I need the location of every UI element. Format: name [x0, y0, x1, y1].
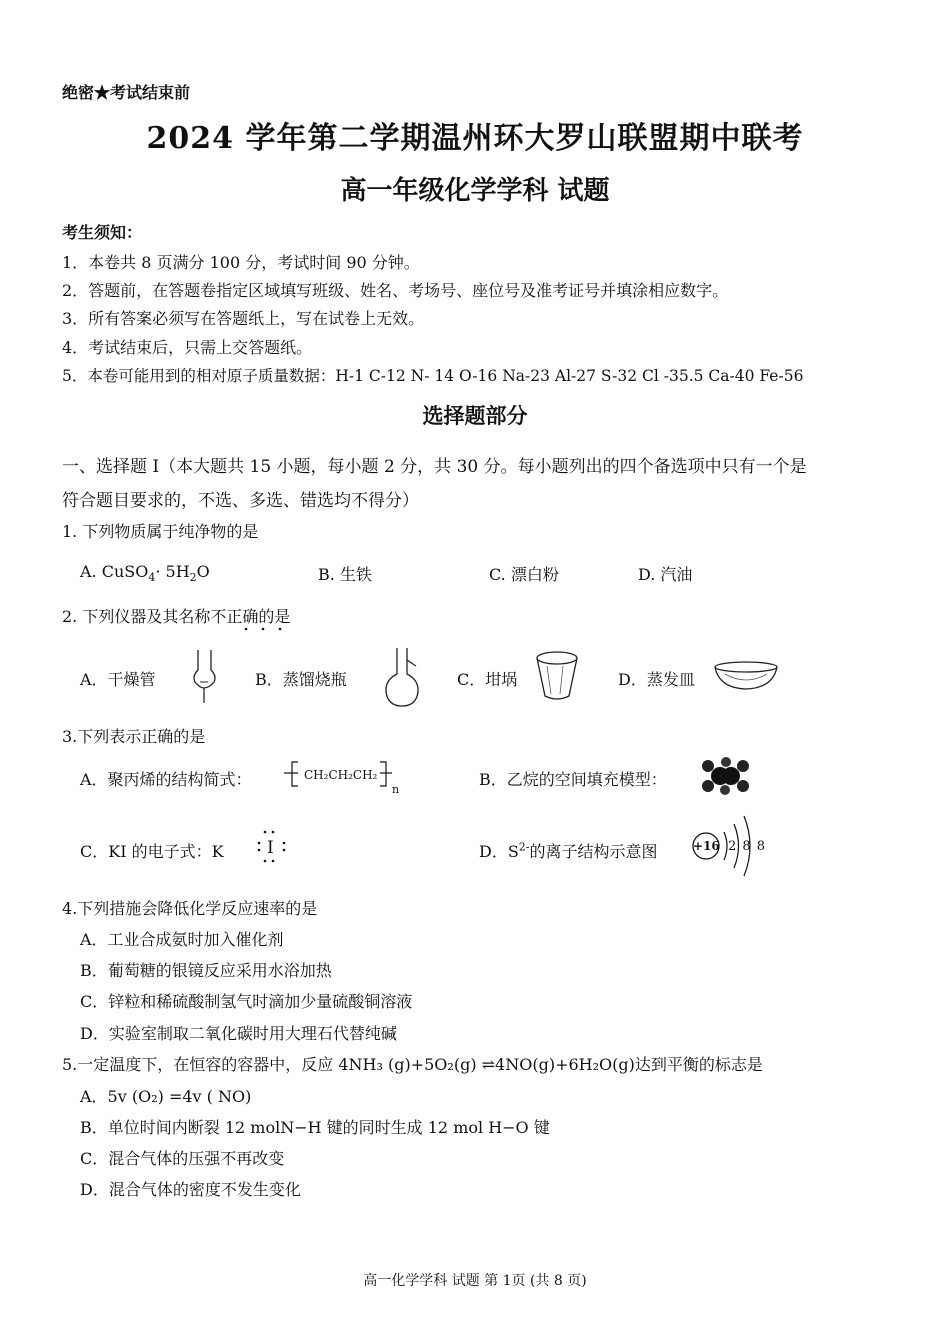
electron-dots	[256, 828, 288, 866]
section-title: 选择题部分	[422, 403, 528, 428]
q5-option-a: A．5v (O₂) =4v ( NO)	[80, 1087, 252, 1106]
exam-title: 2024 学年第二学期温州环大罗山联盟期中联考	[146, 121, 804, 156]
section-intro: 一、选择题 I（本大题共 15 小题，每小题 2 分，共 30 分。每小题列出的四个备选项中只有一个是	[62, 457, 807, 477]
q1-option-b: B. 生铁	[318, 565, 372, 584]
ethane-model-icon	[700, 756, 750, 796]
question-2-stem: 2. 下列仪器及其名称不正确的是	[62, 607, 291, 626]
question-4-stem: 4.下列措施会降低化学反应速率的是	[62, 899, 318, 918]
polymer-bracket-left	[284, 760, 300, 790]
q3-option-d: D．$S^{2-}$的离子结构示意图	[479, 840, 658, 861]
q3-option-c: C．KI 的电子式：K	[80, 842, 224, 861]
q2-option-c: C．坩埚	[457, 670, 518, 689]
page-footer: 高一化学学科 试题 第 1页 (共 8 页)	[363, 1273, 587, 1289]
question-3-stem: 3.下列表示正确的是	[62, 727, 206, 746]
distilling-flask-icon	[382, 646, 422, 708]
section-intro: 符合题目要求的，不选、多选、错选均不得分）	[62, 491, 419, 511]
q2-option-b: B．蒸馏烧瓶	[255, 670, 347, 689]
notice-heading: 考生须知：	[62, 223, 143, 242]
iodine-symbol: I	[267, 838, 274, 858]
notice-item: 1．本卷共 8 页满分 100 分，考试时间 90 分钟。	[62, 253, 420, 272]
q1-option-a: A. CuSO$_4$· $5H_2O$	[80, 562, 210, 585]
q5-option-c: C．混合气体的压强不再改变	[80, 1149, 285, 1168]
exam-subtitle: 高一年级化学学科 试题	[340, 176, 610, 206]
q1-option-c: C. 漂白粉	[489, 565, 559, 584]
q2-option-a: A．干燥管	[80, 670, 156, 689]
notice-item: 2．答题前，在答题卷指定区域填写班级、姓名、考场号、座位号及准考证号并填涂相应数字。	[62, 281, 729, 300]
q2-option-d: D．蒸发皿	[618, 670, 695, 689]
notice-item: 4．考试结束后，只需上交答题纸。	[62, 338, 313, 357]
crucible-icon	[533, 650, 583, 702]
q4-option-a: A．工业合成氨时加入催化剂	[80, 930, 284, 949]
q4-option-c: C．锌粒和稀硫酸制氢气时滴加少量硫酸铜溶液	[80, 992, 413, 1011]
question-5-stem: 5.一定温度下，在恒容的容器中，反应 4NH₃ (g)+5O₂(g) ⇌4NO(g)+6H₂O(g)达到平衡的标志是	[62, 1055, 763, 1074]
confidential-mark: 绝密★考试结束前	[62, 83, 191, 102]
q1-option-d: D. 汽油	[638, 565, 693, 584]
nucleus-charge: +16	[693, 839, 720, 853]
evaporating-dish-icon	[713, 660, 783, 692]
q4-option-d: D．实验室制取二氧化碳时用大理石代替纯碱	[80, 1024, 397, 1043]
notice-item: 3．所有答案必须写在答题纸上，写在试卷上无效。	[62, 309, 425, 328]
polypropylene-formula: CH₂CH₂CH₂	[304, 768, 378, 782]
q5-option-d: D．混合气体的密度不发生变化	[80, 1180, 301, 1199]
question-1-stem: 1. 下列物质属于纯净物的是	[62, 522, 259, 541]
emphasis-dots	[243, 626, 293, 632]
q4-option-b: B．葡萄糖的银镜反应采用水浴加热	[80, 961, 332, 980]
q3-option-a: A．聚丙烯的结构简式：	[80, 770, 252, 789]
q5-option-b: B．单位时间内断裂 12 molN−H 键的同时生成 12 mol H−O 键	[80, 1118, 550, 1137]
notice-item: 5．本卷可能用到的相对原子质量数据：H-1 C-12 N- 14 O-16 Na-23 Al-27 S-32 Cl -35.5 Ca-40 Fe-56	[62, 367, 804, 385]
q3-option-b: B．乙烷的空间填充模型：	[479, 770, 667, 789]
electron-shells: 2 8 8	[728, 839, 767, 854]
polymer-subscript: n	[392, 783, 400, 796]
drying-tube-icon	[190, 648, 220, 704]
